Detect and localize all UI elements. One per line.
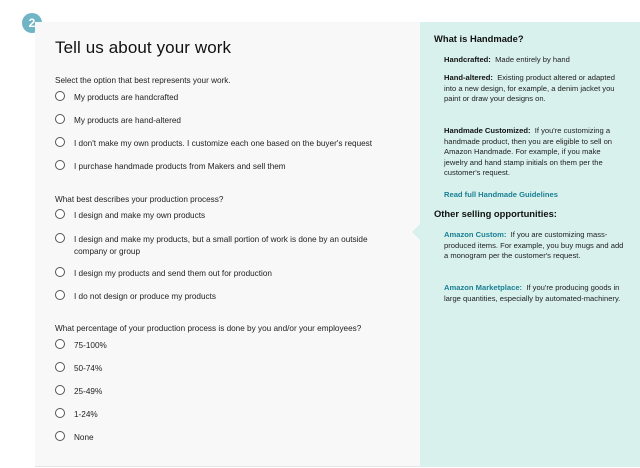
option-design-make[interactable]	[55, 210, 205, 222]
option-resell[interactable]	[55, 161, 286, 173]
option-none[interactable]	[55, 432, 94, 444]
option-25-49[interactable]	[55, 386, 102, 398]
info-panel-pointer	[412, 224, 420, 240]
option-label: I don't make my own products. I customize each one based on the buyer's request	[74, 139, 373, 148]
radio-button[interactable]	[55, 267, 65, 277]
option-1-24[interactable]	[55, 409, 98, 421]
step-number-badge: 2	[22, 13, 42, 33]
term-link[interactable]: Amazon Marketplace:	[444, 283, 523, 292]
option-label: 75-100%	[74, 341, 107, 350]
radio-button[interactable]	[55, 408, 65, 418]
option-label: My products are handcrafted	[74, 93, 179, 102]
radio-button[interactable]	[55, 431, 65, 441]
info-amazon-custom	[444, 230, 624, 262]
option-label: 25-49%	[74, 387, 103, 396]
option-label: I design my products and send them out for production	[74, 269, 272, 278]
info-heading-handmade: What is Handmade?	[434, 33, 524, 44]
option-handcrafted[interactable]	[55, 92, 178, 104]
question-production-process: What best describes your production process?	[55, 195, 224, 204]
question-work-type: Select the option that best represents your work.	[55, 76, 231, 85]
radio-button[interactable]	[55, 160, 65, 170]
radio-button[interactable]	[55, 290, 65, 300]
radio-button[interactable]	[55, 91, 65, 101]
option-75-100[interactable]	[55, 340, 107, 352]
radio-button[interactable]	[55, 114, 65, 124]
radio-button[interactable]	[55, 209, 65, 219]
option-label: 1-24%	[74, 410, 98, 419]
radio-button[interactable]	[55, 339, 65, 349]
term-link[interactable]: Amazon Custom:	[444, 230, 507, 239]
info-hand-altered	[444, 73, 624, 105]
option-label: I design and make my products, but a small portion of work is done by an outside company or group	[74, 235, 368, 256]
info-handmade-customized	[444, 126, 624, 179]
term-description: Existing product altered or adapted into a new design, for example, a denim jacket you paint or draw your designs on.	[444, 73, 615, 104]
page-title: Tell us about your work	[55, 38, 232, 57]
info-handcrafted	[444, 55, 624, 66]
radio-button[interactable]	[55, 233, 65, 243]
term-description: If you're producing goods in large quantities, especially by automated-machinery.	[444, 283, 621, 303]
info-heading-other-opportunities: Other selling opportunities:	[434, 208, 557, 219]
term-description: If you are customizing mass-produced items. For example, you buy mugs and add a monogram per the customer's request.	[444, 230, 624, 261]
question-percentage: What percentage of your production process is done by you and/or your employees?	[55, 324, 362, 333]
option-design-make-outside[interactable]	[55, 234, 394, 257]
term-label: Handcrafted:	[444, 55, 491, 64]
option-label: I design and make my own products	[74, 211, 206, 220]
option-customize[interactable]	[55, 138, 372, 150]
option-50-74[interactable]	[55, 363, 102, 375]
option-label: None	[74, 433, 94, 442]
term-label: Handmade Customized:	[444, 126, 531, 135]
radio-button[interactable]	[55, 385, 65, 395]
option-label: I purchase handmade products from Makers and sell them	[74, 162, 286, 171]
term-label: Hand-altered:	[444, 73, 493, 82]
radio-button[interactable]	[55, 362, 65, 372]
option-no-design[interactable]	[55, 291, 216, 303]
option-design-outsource[interactable]	[55, 268, 272, 280]
option-label: I do not design or produce my products	[74, 292, 216, 301]
option-hand-altered[interactable]	[55, 115, 181, 127]
handmade-guidelines-link[interactable]: Read full Handmade Guidelines	[444, 190, 558, 199]
radio-button[interactable]	[55, 137, 65, 147]
term-description: If you're customizing a handmade product, then you are eligible to sell on Amazon Handmade. For example, if you make jewelry and hand stamp initials on them per the customer's request.	[444, 126, 613, 178]
term-description: Made entirely by hand	[495, 55, 570, 64]
info-amazon-marketplace	[444, 283, 624, 304]
option-label: 50-74%	[74, 364, 103, 373]
option-label: My products are hand-altered	[74, 116, 181, 125]
